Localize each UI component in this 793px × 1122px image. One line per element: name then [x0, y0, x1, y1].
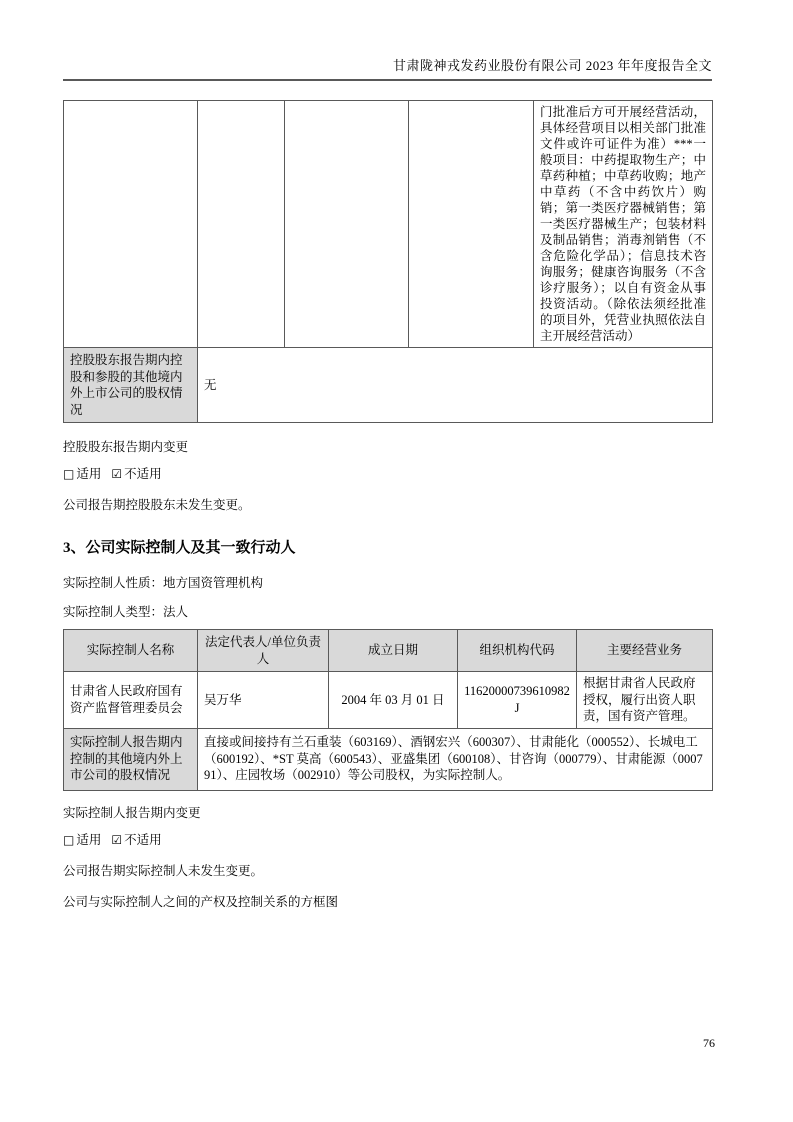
header-rule — [63, 79, 712, 81]
empty-cell — [409, 101, 534, 348]
controller-name-cell: 甘肃省人民政府国有资产监督管理委员会 — [64, 672, 198, 729]
table-row — [64, 101, 713, 348]
column-header: 实际控制人名称 — [64, 630, 198, 672]
not-applicable-label: 不适用 — [124, 832, 162, 847]
diagram-caption: 公司与实际控制人之间的产权及控制关系的方框图 — [63, 894, 339, 909]
checkbox-checked-icon: ☑ — [111, 467, 123, 481]
not-applicable-option — [111, 833, 161, 847]
controller-equity-value-cell: 直接或间接持有兰石重装（603169）、酒钢宏兴（600307）、甘肃能化（000552）、长城电工（600192）、*ST 莫高（600543）、亚盛集团（600108）、甘咨询（000779）、甘肃能源（000791）、庄园牧场（002910）等公司股权，为实际控制人。 — [198, 728, 713, 790]
document-header-title: 甘肃陇神戎发药业股份有限公司 2023 年年度报告全文 — [392, 58, 712, 73]
holding-change-note: 公司报告期控股股东未发生变更。 — [63, 498, 251, 512]
equity-situation-label-cell: 控股股东报告期内控股和参股的其他境内外上市公司的股权情况 — [64, 348, 198, 423]
controller-equity-label-cell: 实际控制人报告期内控制的其他境内外上市公司的股权情况 — [64, 728, 198, 790]
empty-cell — [198, 101, 285, 348]
empty-cell — [285, 101, 409, 348]
holding-shareholder-table — [63, 100, 713, 423]
actual-controller-table — [63, 629, 713, 791]
holding-change-title: 控股股东报告期内变更 — [63, 440, 189, 454]
controller-change-note: 公司报告期实际控制人未发生变更。 — [63, 863, 264, 878]
not-applicable-label: 不适用 — [124, 467, 162, 481]
section-heading: 3、公司实际控制人及其一致行动人 — [63, 540, 296, 556]
applicable-label: 适用 — [76, 832, 102, 847]
founded-date-cell: 2004 年 03 月 01 日 — [329, 672, 458, 729]
table-row — [64, 728, 713, 790]
business-scope-cell: 门批准后方可开展经营活动，具体经营项目以相关部门批准文件或许可证件为准）***一般项目：中药提取物生产；中草药种植；中草药收购；地产中草药（不含中药饮片）购销；第一类医疗器械销售；第一类医疗器械生产；包装材料及制品销售；消毒剂销售（不含危险化学品）；信息技术咨询服务；健康咨询服务（不含诊疗服务）；以自有资金从事投资活动。（除依法须经批准的项目外，凭营业执照依法自主开展经营活动） — [534, 101, 713, 348]
not-applicable-option — [111, 467, 161, 481]
controller-change-applicability — [63, 830, 712, 848]
table-header-row — [64, 630, 713, 672]
checkbox-unchecked-icon: □ — [63, 467, 75, 481]
column-header: 法定代表人/单位负责人 — [198, 630, 329, 672]
applicable-option — [63, 833, 101, 847]
column-header: 组织机构代码 — [458, 630, 577, 672]
page-number: 76 — [703, 1036, 715, 1050]
applicable-option — [63, 467, 101, 481]
column-header: 主要经营业务 — [577, 630, 713, 672]
org-code-cell: 11620000739610982J — [458, 672, 577, 729]
applicable-label: 适用 — [76, 467, 102, 481]
checkbox-unchecked-icon: □ — [63, 832, 75, 847]
table-row — [64, 348, 713, 423]
controller-change-title: 实际控制人报告期内变更 — [63, 805, 201, 820]
controller-nature-line: 实际控制人性质：地方国资管理机构 — [63, 576, 264, 590]
controller-type-line: 实际控制人类型：法人 — [63, 605, 189, 619]
table-row — [64, 672, 713, 729]
checkbox-checked-icon: ☑ — [111, 832, 123, 847]
holding-change-applicability — [63, 464, 712, 482]
representative-cell: 吴万华 — [198, 672, 329, 729]
column-header: 成立日期 — [329, 630, 458, 672]
equity-situation-value-cell: 无 — [198, 348, 713, 423]
empty-cell — [64, 101, 198, 348]
main-business-cell: 根据甘肃省人民政府授权，履行出资人职责，国有资产管理。 — [577, 672, 713, 729]
